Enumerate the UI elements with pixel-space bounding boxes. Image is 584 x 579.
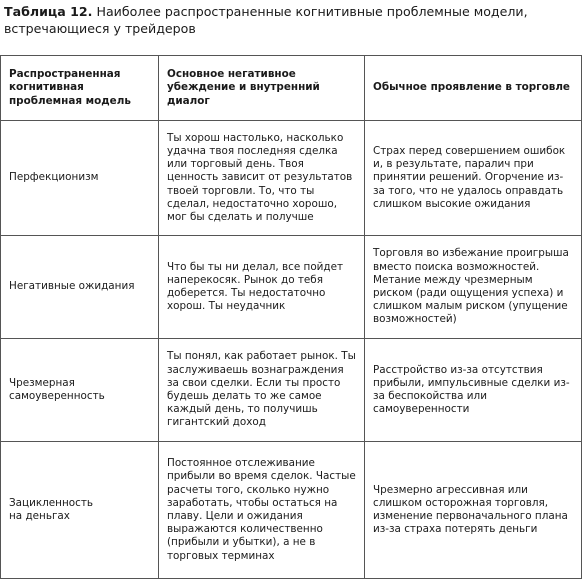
cell-manifestation: Страх перед совершением ошибок и, в результате, паралич при принятии решений. Огорчение из-за того, что не удалось оправдать слишком высокие ожидания xyxy=(365,121,582,236)
header-belief: Основное негативное убеждение и внутренний диалог xyxy=(159,56,365,121)
table-row xyxy=(1,121,582,236)
table-caption xyxy=(4,3,580,37)
cell-belief: Постоянное отслеживание прибыли во время сделок. Частые расчеты того, сколько нужно заработать, чтобы остаться на плаву. Цели и ожидания выражаются количественно (прибыли и убытки), а не в торговых терминах xyxy=(159,442,365,579)
table-row xyxy=(1,339,582,442)
cell-model: Чрезмерная самоуверенность xyxy=(1,339,159,442)
cognitive-models-table xyxy=(0,55,582,579)
cell-belief: Ты понял, как работает рынок. Ты заслуживаешь вознаграждения за свои сделки. Если ты просто будешь делать то же самое каждый день, то получишь гигантский доход xyxy=(159,339,365,442)
header-manifestation: Обычное проявление в торговле xyxy=(365,56,582,121)
cell-manifestation: Расстройство из-за отсутствия прибыли, импульсивные сделки из-за беспокойства или самоуверенности xyxy=(365,339,582,442)
cell-manifestation: Торговля во избежание проигрыша вместо поиска возможностей. Метание между чрезмерным риском (ради ощущения успеха) и слишком малым риском (упущение возможностей) xyxy=(365,236,582,339)
caption-label: Таблица 12. xyxy=(4,4,93,19)
cell-model: Зацикленность на деньгах xyxy=(1,442,159,579)
table-row xyxy=(1,236,582,339)
cell-manifestation: Чрезмерно агрессивная или слишком осторожная торговля, изменение первоначального плана из-за страха потерять деньги xyxy=(365,442,582,579)
table-row xyxy=(1,442,582,579)
cell-belief: Ты хорош настолько, насколько удачна твоя последняя сделка или торговый день. Твоя ценность зависит от результатов твоей торговли. То, что ты сделал, недостаточно хорошо, мог бы сделать и получше xyxy=(159,121,365,236)
cell-model: Негативные ожидания xyxy=(1,236,159,339)
cell-model: Перфекционизм xyxy=(1,121,159,236)
cell-belief: Что бы ты ни делал, все пойдет наперекосяк. Рынок до тебя доберется. Ты недостаточно хорош. Ты неудачник xyxy=(159,236,365,339)
header-model: Распространенная когнитивная проблемная модель xyxy=(1,56,159,121)
caption-text: Наиболее распространенные когнитивные проблемные модели, встречающиеся у трейдеров xyxy=(4,4,528,36)
table-header-row xyxy=(1,56,582,121)
